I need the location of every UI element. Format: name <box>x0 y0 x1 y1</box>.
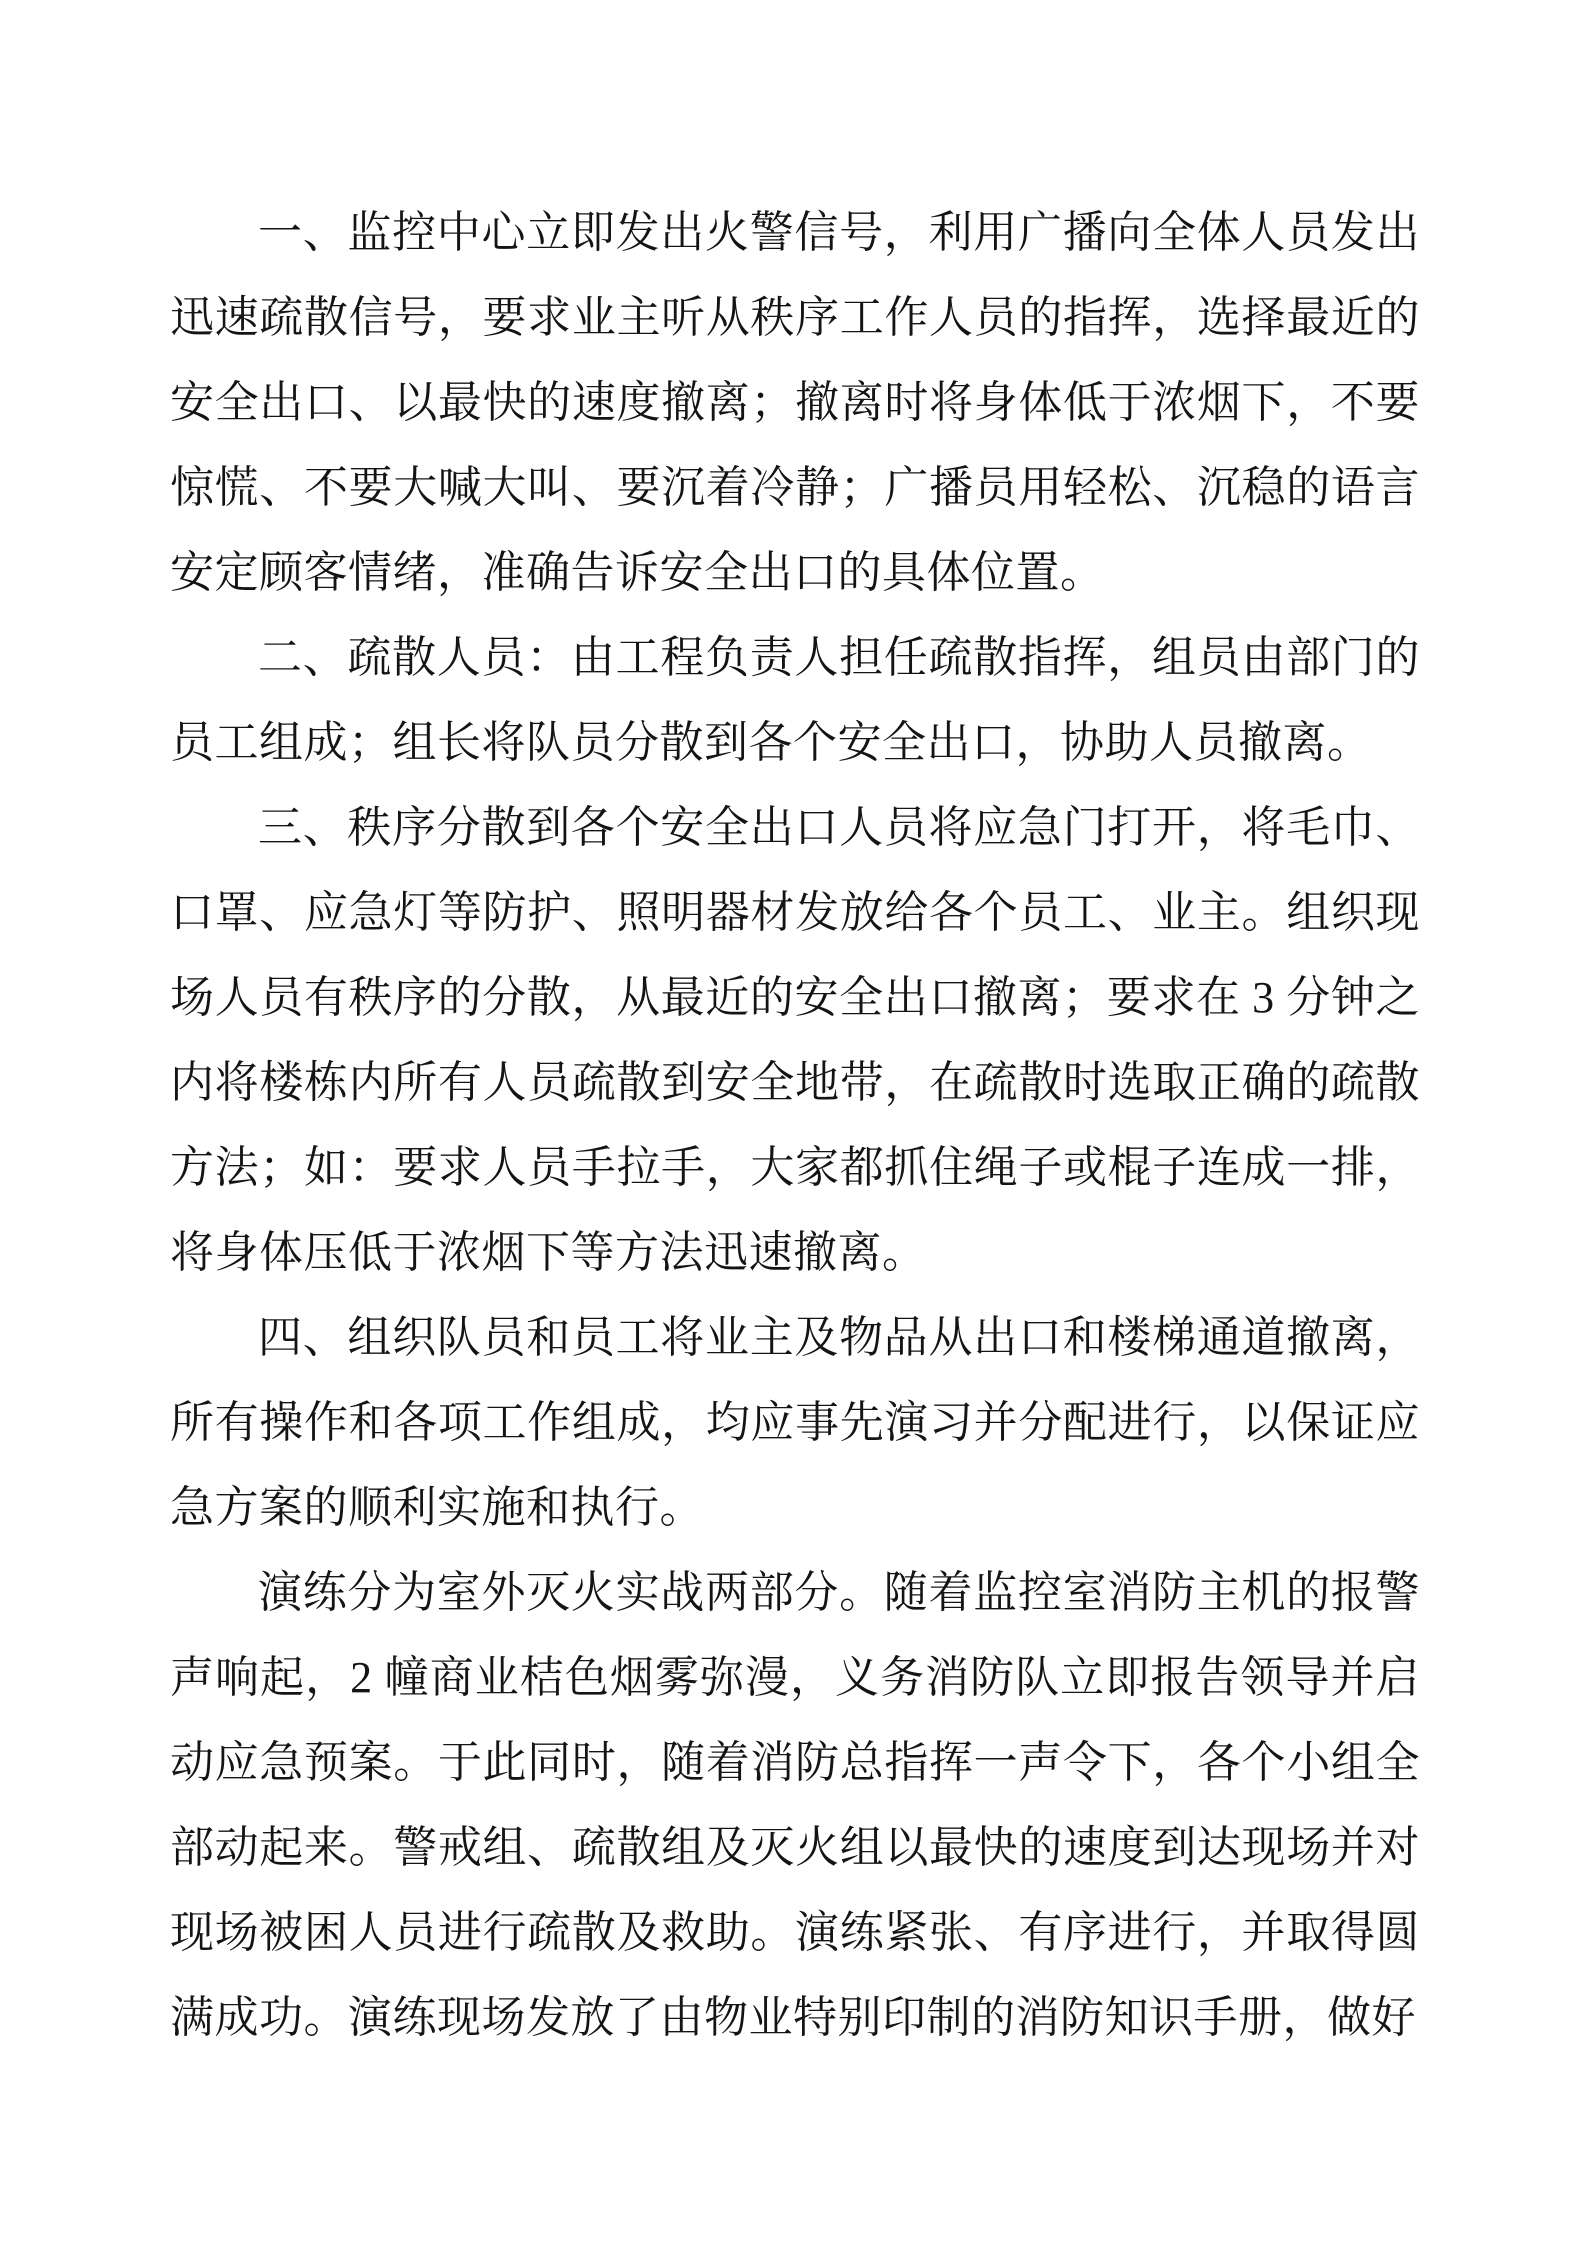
paragraph-evacuation-personnel: 二、疏散人员：由工程负责人担任疏散指挥，组员由部门的员工组成；组长将队员分散到各个安全出口，协助人员撤离。 <box>170 633 1420 767</box>
paragraph-order-team-exits: 三、秩序分散到各个安全出口人员将应急门打开，将毛巾、口罩、应急灯等防护、照明器材发放给各个员工、业主。组织现场人员有秩序的分散，从最近的安全出口撤离；要求在 3 分钟之内将楼栋内所有人员疏散到安全地带，在疏散时选取正确的疏散方法；如：要求人员手拉手，大家都抓住绳子或棍子连成一排，将身体压低于浓烟下等方法迅速撤离。 <box>170 803 1420 1277</box>
paragraph-organize-withdrawal: 四、组织队员和员工将业主及物品从出口和楼梯通道撤离，所有操作和各项工作组成，均应事先演习并分配进行，以保证应急方案的顺利实施和执行。 <box>170 1313 1420 1532</box>
paragraph-drill-summary: 演练分为室外灭火实战两部分。随着监控室消防主机的报警声响起，2 幢商业桔色烟雾弥漫，义务消防队立即报告领导并启动应急预案。于此同时，随着消防总指挥一声令下，各个小组全部动起来。警戒组、疏散组及灭火组以最快的速度到达现场并对现场被困人员进行疏散及救助。演练紧张、有序进行，并取得圆满成功。演练现场发放了由物业特别印制的消防知识手册，做好 <box>170 1568 1420 2042</box>
paragraph-fire-alarm-signal: 一、监控中心立即发出火警信号，利用广播向全体人员发出迅速疏散信号，要求业主听从秩序工作人员的指挥，选择最近的安全出口、以最快的速度撤离；撤离时将身体低于浓烟下，不要惊慌、不要大喊大叫、要沉着冷静；广播员用轻松、沉稳的语言安定顾客情绪，准确告诉安全出口的具体位置。 <box>170 208 1420 597</box>
document-text-body <box>170 190 1420 2060</box>
